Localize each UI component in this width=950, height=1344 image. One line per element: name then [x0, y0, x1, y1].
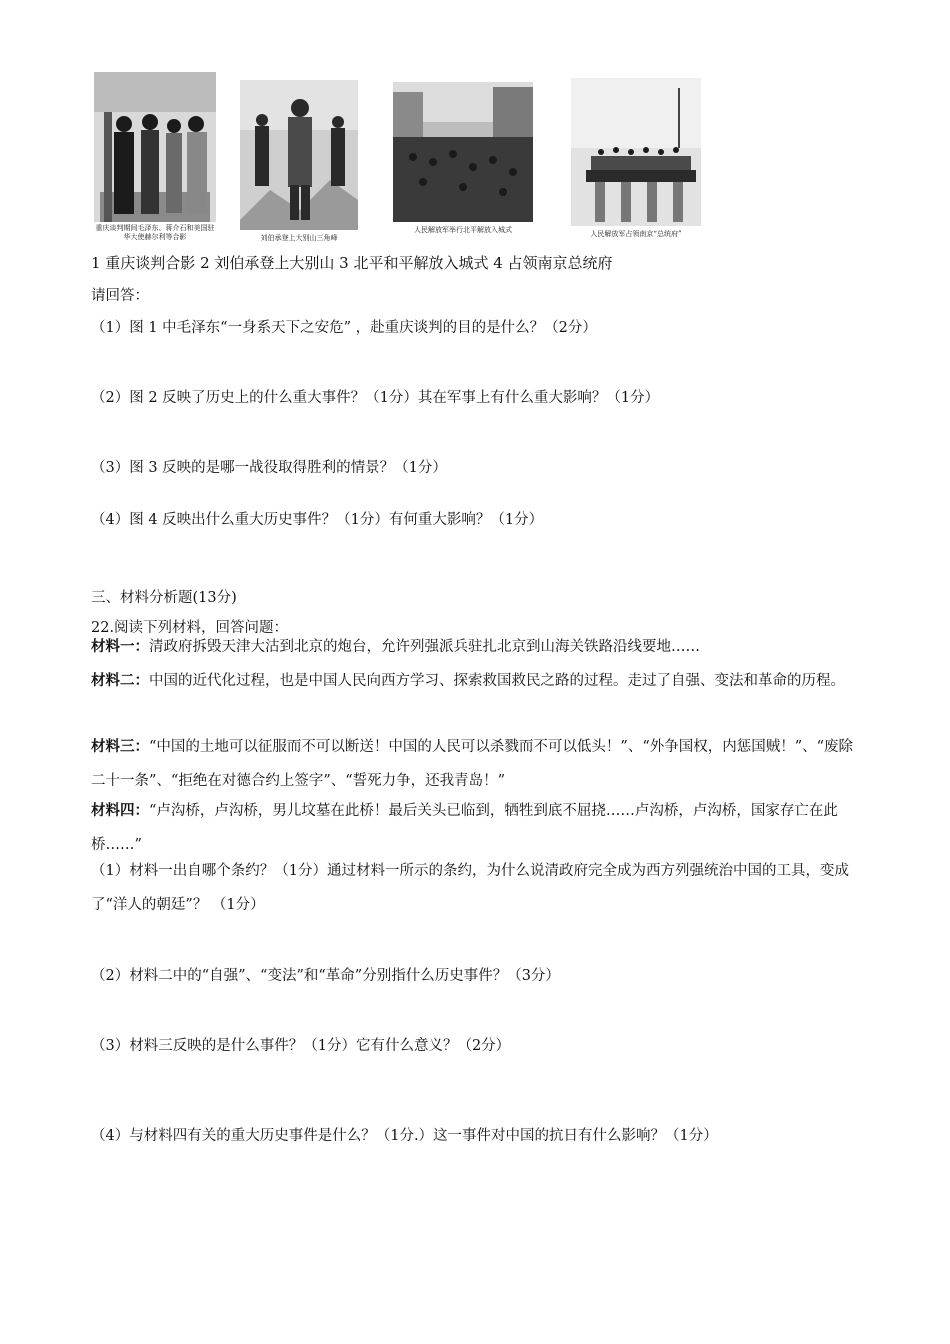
photo-beiping-liberation	[393, 82, 533, 240]
photo-4-image	[571, 78, 701, 246]
answer-prompt: 请回答：	[91, 288, 149, 304]
material-2-label: 材料二：	[91, 672, 149, 689]
q21-part-1: （1）图 1 中毛泽东“一身系天下之安危” ，赴重庆谈判的目的是什么？（2分）	[91, 320, 597, 336]
photo-2-caption: 刘伯承登上大别山三角峰	[260, 234, 338, 242]
material-4-label: 材料四：	[91, 802, 149, 819]
photo-2-image	[240, 80, 358, 248]
q22-part-2: （2）材料二中的“自强”、“变法”和“革命”分别指什么历史事件？（3分）	[91, 968, 560, 984]
q21-part-4: （4）图 4 反映出什么重大历史事件？（1分）有何重大影响？（1分）	[91, 512, 544, 528]
photo-4-caption: 人民解放军占领南京“总统府”	[590, 230, 682, 238]
material-2	[91, 664, 861, 698]
photo-nanjing-presidential-palace	[571, 78, 701, 246]
material-4-text: “卢沟桥，卢沟桥，男儿坟墓在此桥！最后关头已临到，牺牲到底不屈挠……卢沟桥，卢沟桥，国家存亡在此桥……”	[91, 803, 838, 853]
q21-part-2: （2）图 2 反映了历史上的什么重大事件？（1分）其在军事上有什么重大影响？（1分）	[91, 390, 660, 406]
photo-3-caption: 人民解放军举行北平解放入城式	[414, 226, 512, 234]
section-3-title: 三、材料分析题(13分)	[91, 590, 237, 606]
q22-part-4: （4）与材料四有关的重大历史事件是什么？（1分.）这一事件对中国的抗日有什么影响？（1分）	[91, 1128, 718, 1144]
photo-3-image	[393, 82, 533, 240]
material-2-text: 中国的近代化过程，也是中国人民向西方学习、探索救国救民之路的过程。走过了自强、变法和革命的历程。	[149, 673, 845, 689]
q22-part-1: （1）材料一出自哪个条约？（1分）通过材料一所示的条约，为什么说清政府完全成为西方列强统治中国的工具，变成了“洋人的朝廷”？ （1分）	[91, 863, 849, 913]
material-3	[91, 730, 861, 798]
photo-labels: 1 重庆谈判合影 2 刘伯承登上大别山 3 北平和平解放入城式 4 占领南京总统府	[91, 254, 613, 272]
photo-chongqing-negotiation	[94, 72, 216, 248]
photo-1-image	[94, 72, 216, 248]
photo-liu-bocheng-dabieshan	[240, 80, 358, 248]
material-1-text: 清政府拆毁天津大沽到北京的炮台，允许列强派兵驻扎北京到山海关铁路沿线要地……	[149, 639, 700, 655]
q21-part-3: （3）图 3 反映的是哪一战役取得胜利的情景？（1分）	[91, 460, 447, 476]
photo-1-caption: 重庆谈判期间毛泽东、蒋介石和美国驻华大使赫尔利等合影	[95, 224, 215, 241]
material-4	[91, 794, 861, 862]
q22-intro: 22.阅读下列材料，回答问题：	[91, 620, 289, 636]
material-3-label: 材料三：	[91, 738, 149, 755]
q22-part-3: （3）材料三反映的是什么事件？（1分）它有什么意义？（2分）	[91, 1038, 511, 1054]
material-1	[91, 630, 861, 664]
material-1-label: 材料一：	[91, 638, 149, 655]
material-3-text: “中国的土地可以征服而不可以断送！中国的人民可以杀戮而不可以低头！”、“外争国权，内惩国贼！”、“废除二十一条”、“拒绝在对德合约上签字”、“誓死力争，还我青岛！”	[91, 739, 854, 789]
